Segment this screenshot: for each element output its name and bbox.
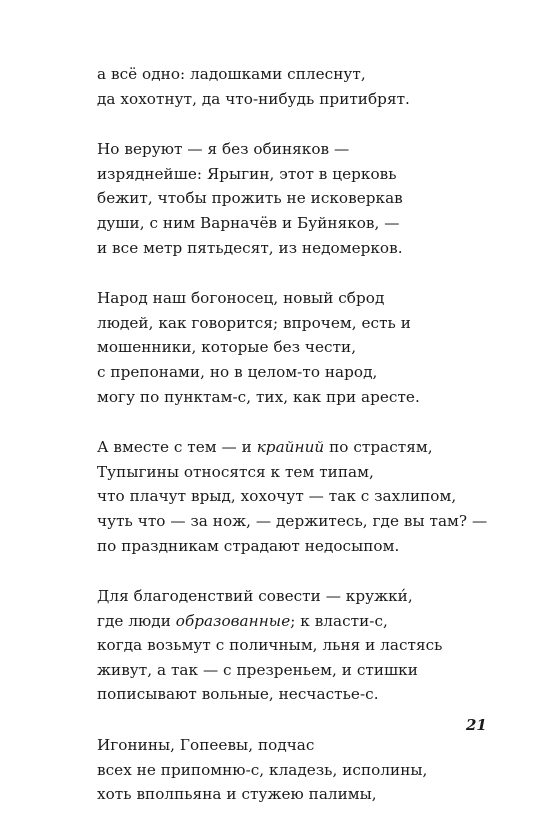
poem-line: людей, как говорится; впрочем, есть и — [97, 313, 411, 332]
stanza-1 — [97, 62, 537, 111]
poem-line: могу по пунктам-с, тих, как при аресте. — [97, 387, 420, 406]
poem-line: когда возьмут с поличным, льня и ластясь — [97, 636, 443, 655]
poem-line: Народ наш богоносец, новый сброд — [97, 289, 385, 308]
poem-line: хоть вполпьяна и стужею палимы, — [97, 785, 377, 804]
poem-line: А вместе с тем — и крайний по страстям, — [97, 438, 433, 457]
poem-line: да хохотнут, да что-нибудь притибрят. — [97, 89, 410, 108]
stanza-3 — [97, 286, 537, 409]
poem-line: и все метр пятьдесят, из недомерков. — [97, 238, 403, 257]
stanza-2 — [97, 137, 537, 260]
poem-line: мошенники, которые без чести, — [97, 338, 357, 357]
poem-line: Но веруют — я без обиняков — — [97, 140, 350, 159]
stanza-5 — [97, 584, 537, 707]
poem-line: чуть что — за нож, — держитесь, где вы там? — — [97, 511, 488, 530]
stanza-6 — [97, 733, 537, 807]
poem-line: всех не припомню-с, кладезь, исполины, — [97, 760, 428, 779]
poem-line: бежит, чтобы прожить не исковеркав — [97, 189, 403, 208]
poem-line: Игонины, Гопеевы, подчас — [97, 736, 315, 755]
poem-line: что плачут врыд, хохочут — так с захлипом, — [97, 487, 457, 506]
poem-line: Тупыгины относятся к тем типам, — [97, 462, 374, 481]
italic-emphasis: образованные — [175, 611, 291, 630]
poem-line: а всё одно: ладошками сплеснут, — [97, 65, 366, 83]
poem-line: души, с ним Варначёв и Буйняков, — — [97, 213, 400, 232]
page-number: 21 — [466, 716, 487, 734]
poem-line: изряднейше: Ярыгин, этот в церковь — [97, 164, 397, 183]
poem-line: живут, а так — с презреньем, и стишки — [97, 660, 418, 679]
poem-line: где люди образованные; к власти-с, — [97, 611, 388, 630]
poem-line: пописывают вольные, несчастье-с. — [97, 685, 379, 704]
poem-line: по праздникам страдают недосыпом. — [97, 536, 400, 555]
poem-line: Для благоденствий совести — кружки́, — [97, 587, 413, 606]
stanza-4 — [97, 435, 537, 558]
italic-emphasis: крайний — [256, 438, 325, 457]
poem-line: с препонами, но в целом-то народ, — [97, 362, 378, 381]
